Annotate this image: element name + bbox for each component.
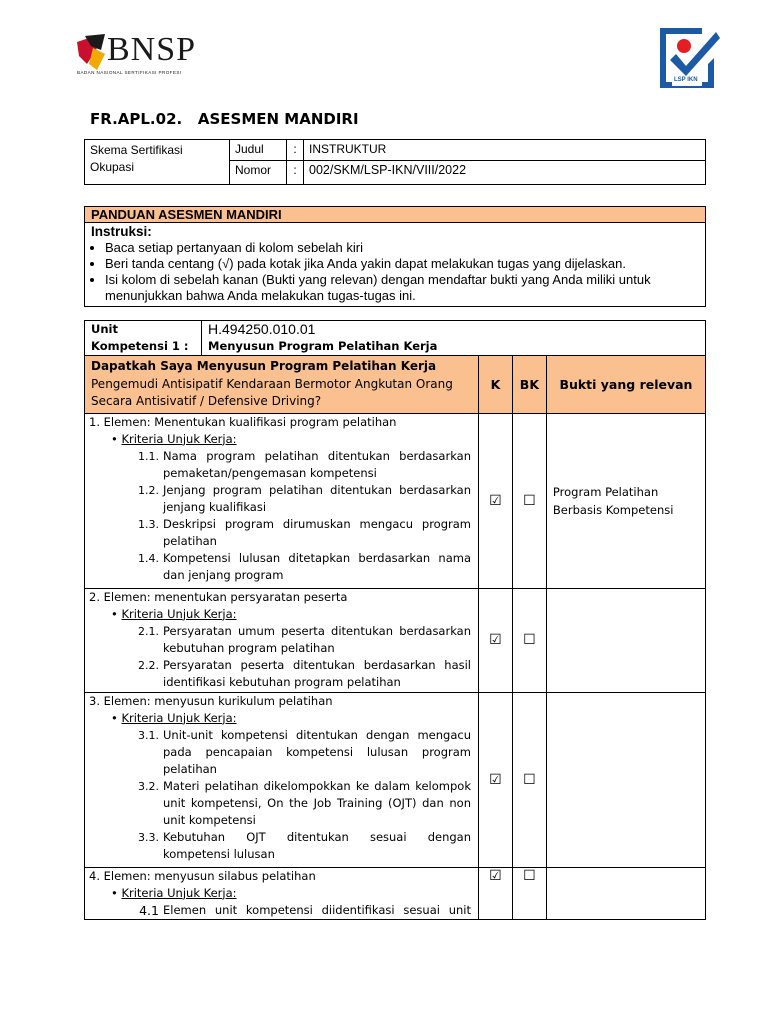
item-text: Jenjang program pelatihan ditentukan berdasarkan jenjang kualifikasi [163, 482, 471, 514]
criteria-heading: • Kriteria Unjuk Kerja: [111, 606, 237, 621]
skema-table [84, 139, 706, 185]
k-checkbox[interactable]: ☑ [478, 588, 512, 692]
item-text: Persyaratan umum peserta ditentukan berdasarkan kebutuhan program pelatihan [163, 623, 471, 655]
item-text: Kebutuhan OJT ditentukan sesuai dengan kompetensi lulusan [163, 829, 471, 861]
item-num: 2.2. [138, 658, 159, 672]
instruksi-list [91, 240, 699, 304]
unit-value-cell [202, 321, 706, 356]
element-cell [85, 588, 479, 692]
bnsp-logo [75, 30, 195, 80]
item-text: Materi pelatihan dikelompokkan ke dalam kelompok unit kompetensi, On the Job Training (OJT) dan non unit kompetensi [163, 778, 471, 827]
item-num: 1.3. [138, 517, 159, 531]
instruksi-title: Instruksi: [91, 224, 152, 239]
item-num: 3.1. [138, 728, 159, 742]
item-text: Elemen unit kompetensi diidentifikasi sesuai unit [163, 902, 471, 917]
criteria-item [89, 516, 474, 550]
criteria-item [89, 623, 474, 657]
instruksi-item: • Beri tanda centang (√) pada kotak jika Anda yakin dapat melakukan tugas yang dijelaskan. [105, 256, 699, 272]
item-text: Kompetensi lulusan ditetapkan berdasarkan nama dan jenjang program [163, 550, 471, 582]
criteria-item [89, 829, 474, 863]
criteria-item [89, 902, 474, 919]
criteria-item [89, 448, 474, 482]
instruksi-item: • Baca setiap pertanyaan di kolom sebelah kiri [105, 240, 699, 256]
instruksi-cell [85, 223, 706, 307]
item-text: Deskripsi program dirumuskan mengacu program pelatihan [163, 516, 471, 548]
question-cell [85, 356, 479, 414]
k-checkbox[interactable]: ☑ [478, 692, 512, 867]
criteria-label: Kriteria Unjuk Kerja: [121, 710, 237, 725]
bk-checkbox[interactable]: ☐ [512, 867, 546, 919]
criteria-item [89, 482, 474, 516]
k-checkbox[interactable]: ☑ [478, 867, 512, 919]
item-num: 3.3. [138, 830, 159, 844]
panduan-heading: PANDUAN ASESMEN MANDIRI [85, 207, 706, 223]
bukti-cell[interactable]: Program Pelatihan Berbasis Kompetensi [546, 413, 705, 588]
panduan-table [84, 206, 706, 307]
doc-title: ASESMEN MANDIRI [197, 110, 359, 128]
bnsp-emblem-icon [75, 34, 109, 74]
element-title: 2. Elemen: menentukan persyaratan peserta [89, 589, 348, 604]
bukti-cell[interactable] [546, 867, 705, 919]
bnsp-fullname: BADAN NASIONAL SERTIFIKASI PROFESI [77, 70, 182, 75]
bk-checkbox[interactable]: ☐ [512, 692, 546, 867]
element-title: 4. Elemen: menyusun silabus pelatihan [89, 868, 316, 883]
criteria-item [89, 778, 474, 829]
item-text: Persyaratan peserta ditentukan berdasarkan hasil identifikasi kebutuhan program pelatihan [163, 657, 471, 689]
unit-label-cell [85, 321, 202, 356]
element-cell [85, 692, 479, 867]
element-cell [85, 867, 479, 919]
bk-checkbox[interactable]: ☐ [512, 588, 546, 692]
bk-checkbox[interactable]: ☐ [512, 413, 546, 588]
criteria-label: Kriteria Unjuk Kerja: [121, 606, 237, 621]
element-cell [85, 413, 479, 588]
item-text: Unit-unit kompetensi ditentukan dengan mengacu pada pencapaian kompetensi lulusan program pelatihan [163, 727, 471, 776]
question-bold: Dapatkah Saya Menyusun Program Pelatihan Kerja [91, 359, 437, 373]
skema-label-line2: Okupasi [90, 160, 135, 174]
bukti-cell[interactable] [546, 588, 705, 692]
element-title: 1. Elemen: Menentukan kualifikasi program pelatihan [89, 414, 397, 429]
criteria-label: Kriteria Unjuk Kerja: [121, 431, 237, 446]
nomor-colon: : [287, 161, 304, 185]
criteria-heading: • Kriteria Unjuk Kerja: [111, 710, 237, 725]
criteria-item [89, 550, 474, 584]
item-num: 1.1. [138, 449, 159, 463]
element-row [85, 692, 706, 867]
element-row [85, 867, 706, 919]
skema-label-line1: Skema Sertifikasi [90, 143, 183, 157]
item-num: 4.1 [139, 902, 159, 918]
bnsp-wordmark: BNSP [107, 31, 197, 68]
skema-label-cell [85, 140, 230, 185]
element-row [85, 413, 706, 588]
criteria-item [89, 727, 474, 778]
item-num: 2.1. [138, 624, 159, 638]
doc-code: FR.APL.02. [90, 110, 183, 128]
criteria-heading: • Kriteria Unjuk Kerja: [111, 431, 237, 446]
item-num: 3.2. [138, 779, 159, 793]
unit-code: H.494250.010.01 [208, 321, 316, 337]
col-k-header: K [478, 356, 512, 414]
page-title [90, 110, 359, 128]
lsp-ikn-logo [652, 24, 722, 94]
nomor-label: Nomor [230, 161, 287, 185]
criteria-heading: • Kriteria Unjuk Kerja: [111, 885, 237, 900]
instruksi-item: • Isi kolom di sebelah kanan (Bukti yang relevan) dengan mendaftar bukti yang Anda miliki untuk menunjukkan bahwa Anda melakukan tugas-tugas ini. [105, 272, 699, 304]
unit-name: Menyusun Program Pelatihan Kerja [208, 339, 438, 353]
nomor-value: 002/SKM/LSP-IKN/VIII/2022 [304, 161, 706, 185]
unit-label-line1: Unit [91, 322, 118, 336]
lsp-logo-label: LSP IKN [674, 77, 698, 83]
element-title: 3. Elemen: menyusun kurikulum pelatihan [89, 693, 333, 708]
col-bk-header: BK [512, 356, 546, 414]
lsp-checkmark-icon [652, 24, 722, 94]
element-row [85, 588, 706, 692]
criteria-label: Kriteria Unjuk Kerja: [121, 885, 237, 900]
question-rest: Pengemudi Antisipatif Kendaraan Bermotor Angkutan Orang Secara Antisivatif / Defensive Driving? [91, 376, 453, 408]
item-num: 1.2. [138, 483, 159, 497]
unit-label-line2: Kompetensi 1 : [91, 339, 189, 353]
bukti-cell[interactable] [546, 692, 705, 867]
criteria-item [89, 657, 474, 691]
asesmen-table [84, 320, 706, 920]
item-text: Nama program pelatihan ditentukan berdasarkan pemaketan/pengemasan kompetensi [163, 448, 471, 480]
judul-value: INSTRUKTUR [304, 140, 706, 161]
col-bukti-header: Bukti yang relevan [546, 356, 705, 414]
item-num: 1.4. [138, 551, 159, 565]
judul-label: Judul [230, 140, 287, 161]
judul-colon: : [287, 140, 304, 161]
k-checkbox[interactable]: ☑ [478, 413, 512, 588]
